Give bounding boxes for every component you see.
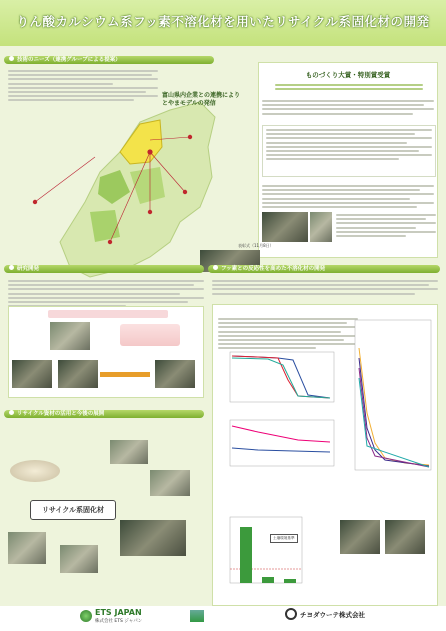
page-title: りん酸カルシウム系フッ素不溶化材を用いたリサイクル系固化材の開発: [16, 14, 430, 29]
award-photo-text: [336, 214, 436, 239]
university-logo-icon: [190, 610, 204, 622]
concentration-chart: [218, 350, 338, 410]
award-notes: [262, 185, 434, 210]
fluorine-line-chart: [345, 318, 435, 488]
bullet-icon: [9, 410, 14, 415]
award-text: [262, 100, 434, 117]
sem-image-2: [58, 360, 98, 388]
recycle-center-label: リサイクル系固化材: [30, 500, 116, 520]
section-header-recycle: リサイクル資材の活用と今後の展開: [4, 410, 204, 418]
chart-bar: [240, 527, 252, 583]
hydroxyapatite-image: [120, 324, 180, 346]
sample-photo-2: [385, 520, 425, 554]
usage-photo-1: [8, 532, 46, 564]
bullet-icon: [9, 56, 14, 61]
usage-photo-2: [60, 545, 98, 573]
research-diagram-label: [48, 310, 168, 318]
section-header-fluorine: フッ素との反応性を高めた不溶化材の開発: [208, 265, 440, 273]
product-bag-photo: [120, 520, 186, 556]
material-photo-3: [150, 470, 190, 496]
award-photo-caption: 表彰式（11月8日）: [238, 243, 274, 248]
ets-name: ETS JAPAN: [95, 608, 142, 617]
standard-label: 土壌環境基準: [270, 534, 298, 543]
section-header-needs: 技術のニーズ（連携グループによる提案）: [4, 56, 214, 64]
fluorine-text: [212, 280, 438, 297]
award-table: [262, 125, 436, 177]
award-photo-1: [262, 212, 308, 242]
map-marker: [188, 135, 192, 139]
material-photo-1: [10, 460, 60, 482]
map-callout: 富山県内企業との連携により とやまモデルの発信: [162, 92, 241, 107]
map-marker: [108, 240, 112, 244]
material-photo-2: [110, 440, 148, 464]
bullet-icon: [213, 265, 218, 270]
chiyoda-logo-icon: [285, 608, 297, 620]
section-header-research: 研究開発: [4, 265, 204, 273]
map-marker: [148, 210, 152, 214]
time-series-chart: [218, 418, 338, 474]
award-title: ものづくり大賞・特別賞受賞: [305, 71, 391, 79]
fluorine-experiment-text: [218, 318, 358, 352]
ets-logo-icon: [80, 610, 92, 622]
map-region-c: [90, 210, 120, 242]
research-text: [8, 280, 204, 309]
bone-illustration: [50, 322, 90, 350]
chart-bar: [262, 577, 274, 583]
map-marker: [33, 200, 37, 204]
chart-bar: [284, 579, 296, 583]
award-photo-2: [310, 212, 332, 242]
region-map: [0, 92, 230, 292]
sample-photo-1: [340, 520, 380, 554]
sem-image-3: [155, 360, 195, 388]
map-marker: [183, 190, 187, 194]
recycle-bar-chart: [218, 515, 318, 593]
ets-company: 株式会社 ETS ジャパン: [95, 619, 143, 624]
sem-image-1: [12, 360, 52, 388]
map-marker: [147, 149, 152, 154]
partner-name: チヨダウーテ株式会社: [300, 611, 365, 619]
process-arrow: [100, 372, 150, 377]
footer-bar: [0, 606, 446, 631]
bullet-icon: [9, 265, 14, 270]
award-subtitle: [275, 84, 423, 92]
